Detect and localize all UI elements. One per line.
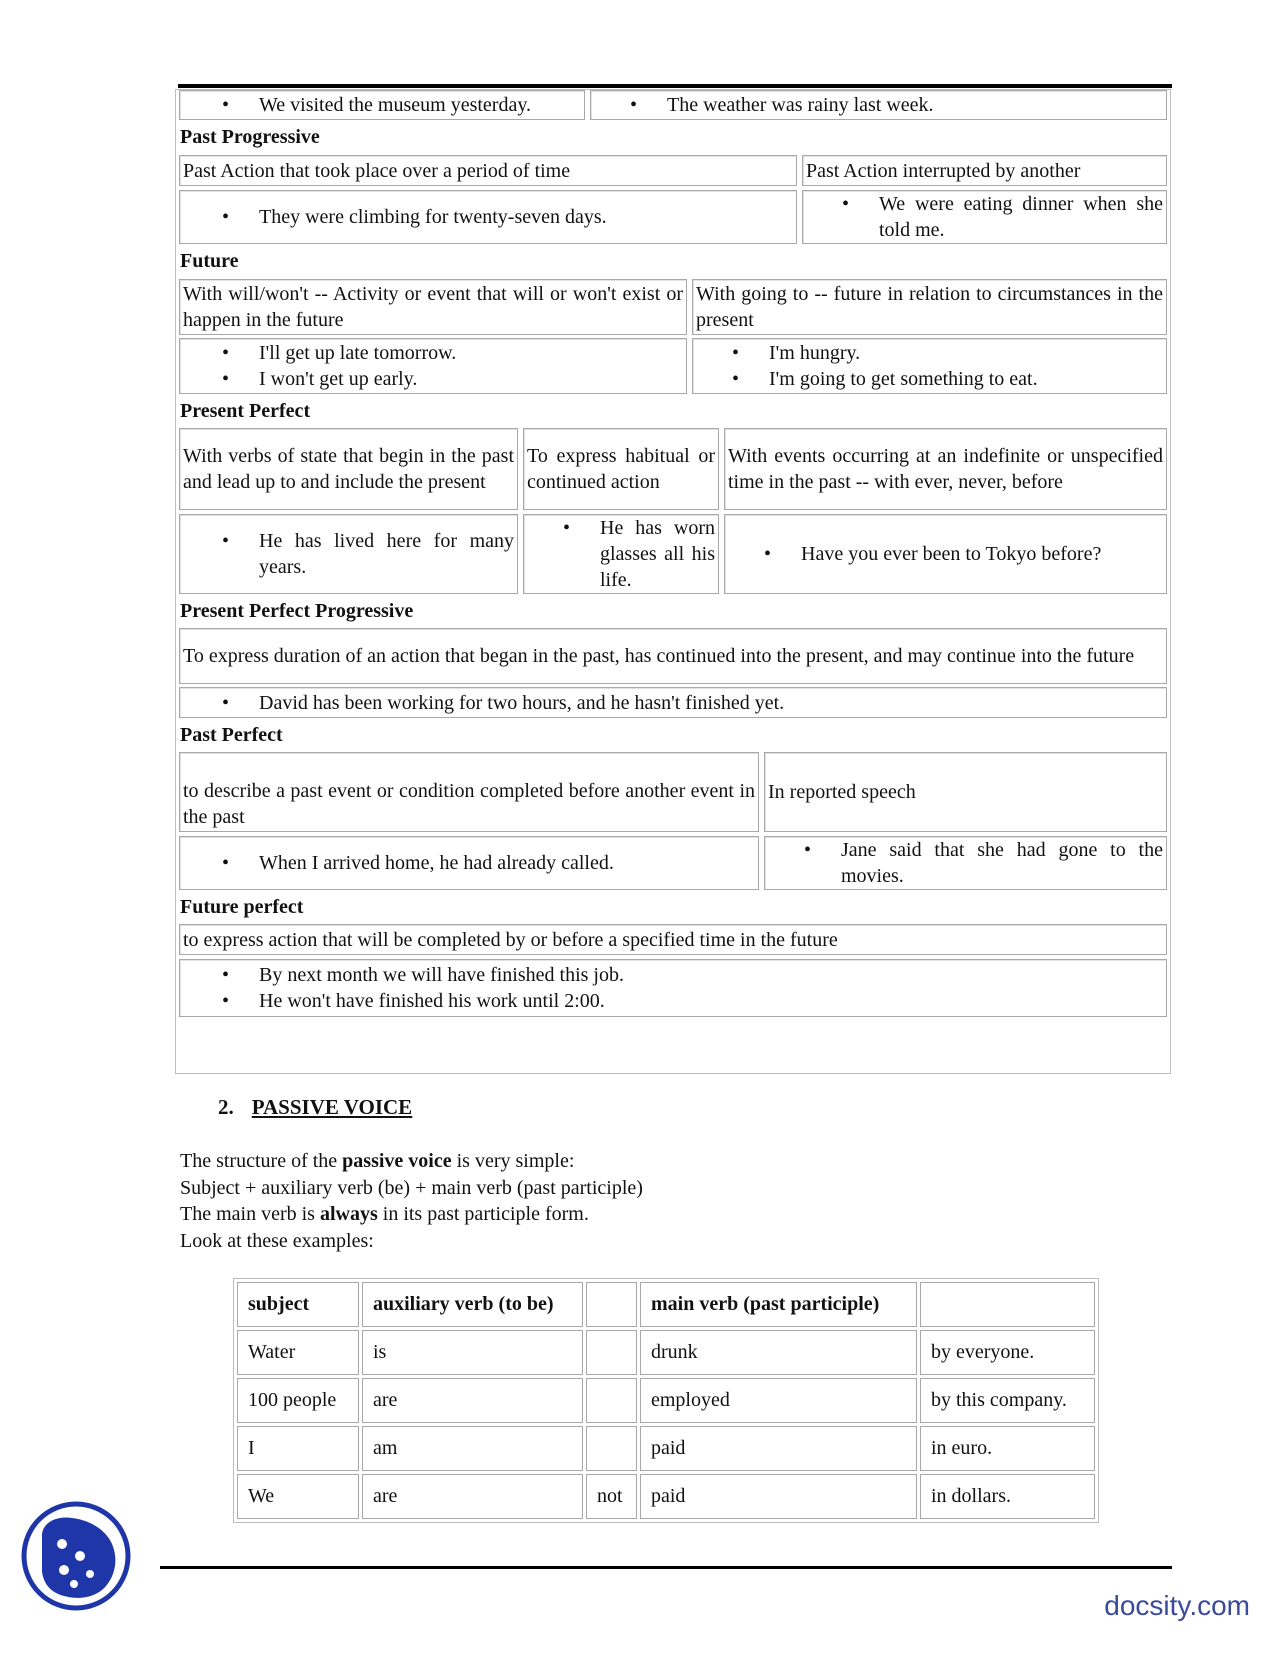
table-row (179, 959, 1167, 1017)
list-item: • By next month we will have finished this job. (183, 962, 1163, 988)
formula-line: Subject + auxiliary verb (be) + main verb (past participle) (180, 1176, 643, 1199)
table-row (179, 752, 1167, 832)
list-item: • I won't get up early. (183, 366, 683, 392)
top-rule (178, 84, 1172, 88)
table-cell: Past Action interrupted by another (802, 155, 1167, 186)
table-header-row (237, 1282, 1095, 1327)
tenses-table (175, 89, 1171, 1074)
text: is very simple: (451, 1150, 575, 1172)
main-verb-line (180, 1201, 643, 1228)
table-cell: is (362, 1330, 583, 1375)
section-number: 2. (218, 1095, 234, 1119)
table-cell (586, 1426, 637, 1471)
section-heading: Present Perfect (180, 400, 311, 422)
table-cell: With verbs of state that begin in the past and lead up to and include the present (179, 428, 518, 510)
list-item: • When I arrived home, he had already called. (183, 850, 755, 876)
look-line: Look at these examples: (180, 1229, 374, 1252)
list-item: • I'm going to get something to eat. (696, 366, 1163, 392)
passive-examples-table (233, 1278, 1099, 1523)
table-cell: are (362, 1378, 583, 1423)
table-cell (692, 338, 1167, 394)
table-cell (179, 836, 759, 890)
table-cell (586, 1330, 637, 1375)
header-cell (586, 1282, 637, 1327)
table-cell (764, 836, 1167, 890)
table-row (179, 628, 1167, 684)
list-item: • We were eating dinner when she told me. (806, 191, 1163, 243)
table-cell: With will/won't -- Activity or event that will or won't exist or happen in the future (179, 279, 687, 335)
table-cell: 100 people (237, 1378, 359, 1423)
table-row (179, 90, 1167, 120)
table-row (237, 1330, 1095, 1375)
list-item: • Jane said that she had gone to the movies. (768, 837, 1163, 889)
passive-intro (180, 1148, 643, 1254)
list-item: • He has worn glasses all his life. (527, 515, 715, 593)
table-cell (586, 1378, 637, 1423)
bold-text: passive voice (342, 1150, 452, 1172)
table-row (179, 428, 1167, 510)
table-row (179, 836, 1167, 890)
list-item: • They were climbing for twenty-seven days. (183, 204, 793, 230)
table-cell: To express duration of an action that began in the past, has continued into the present, and may continue into the future (179, 628, 1167, 684)
list-item: • David has been working for two hours, and he hasn't finished yet. (183, 690, 1163, 716)
list-item: • He won't have finished his work until 2:00. (183, 988, 1163, 1014)
table-cell: employed (640, 1378, 917, 1423)
table-row (237, 1426, 1095, 1471)
table-row (179, 514, 1167, 594)
table-cell: I (237, 1426, 359, 1471)
table-cell: Past Action that took place over a period of time (179, 155, 797, 186)
table-cell: in euro. (920, 1426, 1095, 1471)
header-cell (920, 1282, 1095, 1327)
table-cell: are (362, 1474, 583, 1519)
table-cell: to describe a past event or condition completed before another event in the past (179, 752, 759, 832)
table-cell: paid (640, 1474, 917, 1519)
table-cell (179, 959, 1167, 1017)
table-cell: drunk (640, 1330, 917, 1375)
table-cell (179, 687, 1167, 718)
table-row (179, 924, 1167, 955)
docsity-brand-link[interactable]: docsity.com (1104, 1590, 1250, 1621)
table-cell: We (237, 1474, 359, 1519)
table-cell: to express action that will be completed by or before a specified time in the future (179, 924, 1167, 955)
table-cell: am (362, 1426, 583, 1471)
bottom-rule (160, 1566, 1172, 1569)
table-cell: With events occurring at an indefinite or unspecified time in the past -- with ever, never, before (724, 428, 1167, 510)
list-item: • He has lived here for many years. (183, 528, 514, 580)
table-cell: by this company. (920, 1378, 1095, 1423)
table-row (237, 1378, 1095, 1423)
table-cell: in dollars. (920, 1474, 1095, 1519)
docsity-logo-icon[interactable] (20, 1500, 132, 1612)
intro-line (180, 1148, 643, 1175)
header-cell: auxiliary verb (to be) (362, 1282, 583, 1327)
header-cell: subject (237, 1282, 359, 1327)
list-item: • I'll get up late tomorrow. (183, 340, 683, 366)
text: The main verb is (180, 1203, 320, 1225)
section-heading: Future perfect (180, 896, 304, 918)
table-row (237, 1474, 1095, 1519)
section-heading: Past Perfect (180, 724, 283, 746)
table-row (179, 338, 1167, 394)
section-title: PASSIVE VOICE (251, 1095, 413, 1119)
section-heading: Future (180, 250, 239, 272)
table-row (179, 279, 1167, 335)
table-cell (179, 338, 687, 394)
table-row (179, 190, 1167, 244)
table-cell: In reported speech (764, 752, 1167, 832)
list-item: • Have you ever been to Tokyo before? (728, 541, 1163, 567)
text: in its past participle form. (377, 1203, 589, 1225)
section-heading: Present Perfect Progressive (180, 600, 414, 622)
table-cell (802, 190, 1167, 244)
list-item: • The weather was rainy last week. (594, 92, 1163, 118)
table-row (179, 687, 1167, 718)
table-cell (523, 514, 719, 594)
table-cell: To express habitual or continued action (523, 428, 719, 510)
table-cell: Water (237, 1330, 359, 1375)
table-cell (179, 90, 585, 120)
table-cell: With going to -- future in relation to circumstances in the present (692, 279, 1167, 335)
table-cell: not (586, 1474, 637, 1519)
table-row (179, 155, 1167, 186)
text: The structure of the (180, 1150, 343, 1172)
passive-voice-heading (218, 1095, 412, 1120)
table-cell: by everyone. (920, 1330, 1095, 1375)
table-cell (179, 514, 518, 594)
bold-text: always (319, 1203, 378, 1225)
table-cell: paid (640, 1426, 917, 1471)
list-item: • We visited the museum yesterday. (183, 92, 581, 118)
table-cell (590, 90, 1167, 120)
section-heading: Past Progressive (180, 126, 320, 148)
header-cell: main verb (past participle) (640, 1282, 917, 1327)
list-item: • I'm hungry. (696, 340, 1163, 366)
table-cell (724, 514, 1167, 594)
table-cell (179, 190, 797, 244)
